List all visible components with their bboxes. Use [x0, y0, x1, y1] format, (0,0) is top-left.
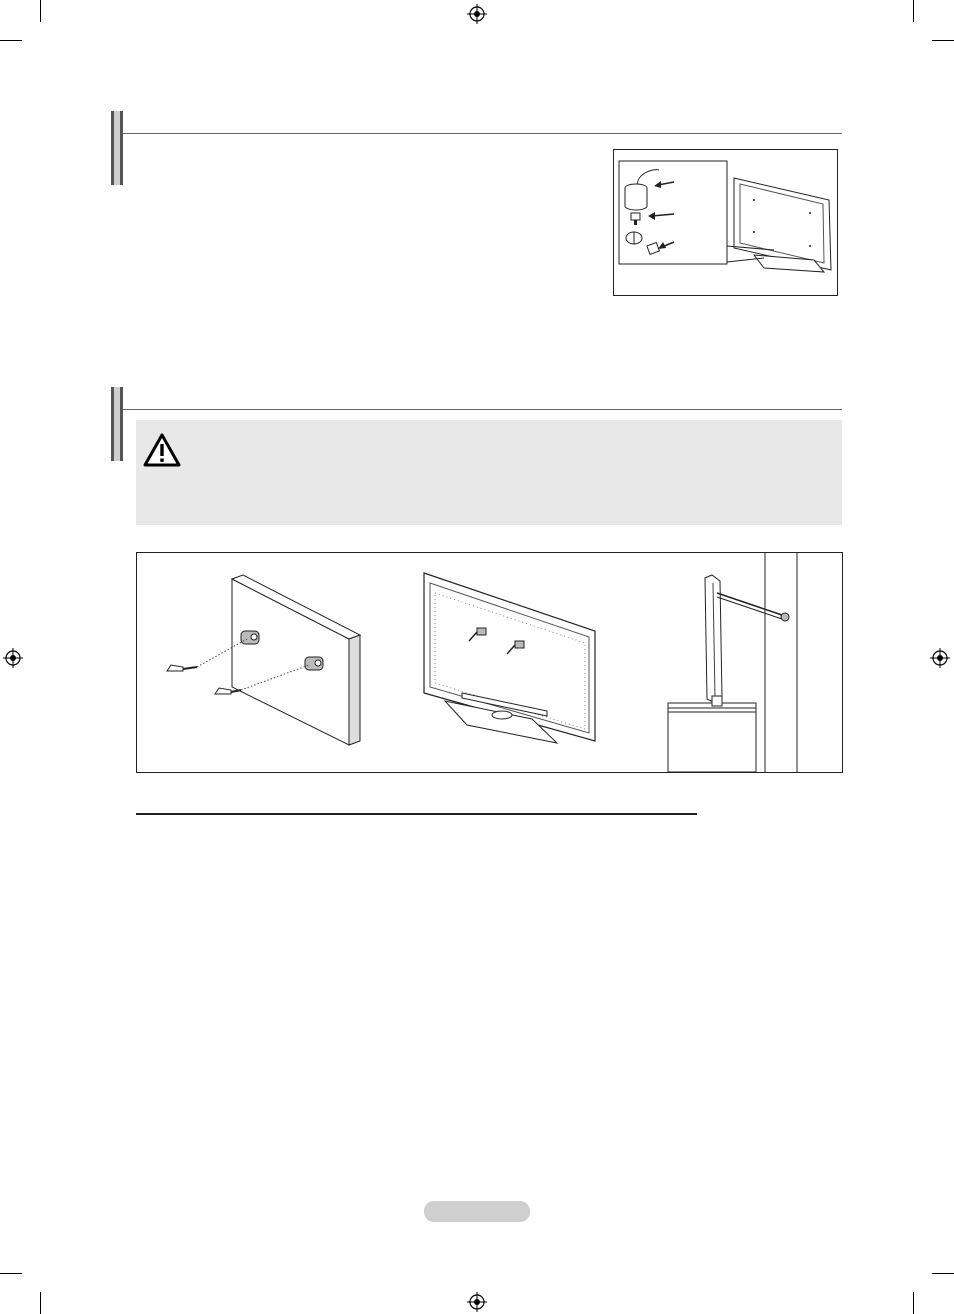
wall-anchor-illustration-icon	[167, 575, 360, 745]
stand-detail-figure	[613, 149, 838, 296]
wall-mount-figure	[136, 552, 843, 773]
crop-mark-tr-h	[932, 40, 954, 41]
crop-mark-tr-v	[913, 0, 914, 22]
tv-stand-detail-illustration-icon	[614, 150, 837, 295]
tv-back-screws-illustration-icon	[424, 573, 595, 743]
tv-side-wall-illustration-icon	[668, 553, 797, 772]
crop-mark-tl-v	[40, 0, 41, 22]
section-2-bar	[111, 387, 123, 461]
crop-mark-br-v	[913, 1292, 914, 1314]
section-1-bar	[111, 111, 123, 185]
warning-triangle-icon	[142, 432, 182, 468]
registration-mark-left-icon	[3, 648, 23, 668]
crop-mark-tl-h	[0, 40, 22, 41]
registration-mark-top-icon	[467, 4, 487, 24]
note-underline-rule	[136, 813, 697, 815]
caution-box	[136, 420, 842, 525]
crop-mark-br-h	[932, 1273, 954, 1274]
wall-mount-illustrations	[137, 553, 842, 772]
registration-mark-right-icon	[930, 648, 950, 668]
crop-mark-bl-h	[0, 1273, 22, 1274]
section-1-rule	[123, 133, 842, 134]
registration-mark-bottom-icon	[467, 1292, 487, 1312]
section-2-rule	[123, 409, 842, 410]
page-number-pill	[424, 1201, 530, 1222]
crop-mark-bl-v	[40, 1292, 41, 1314]
